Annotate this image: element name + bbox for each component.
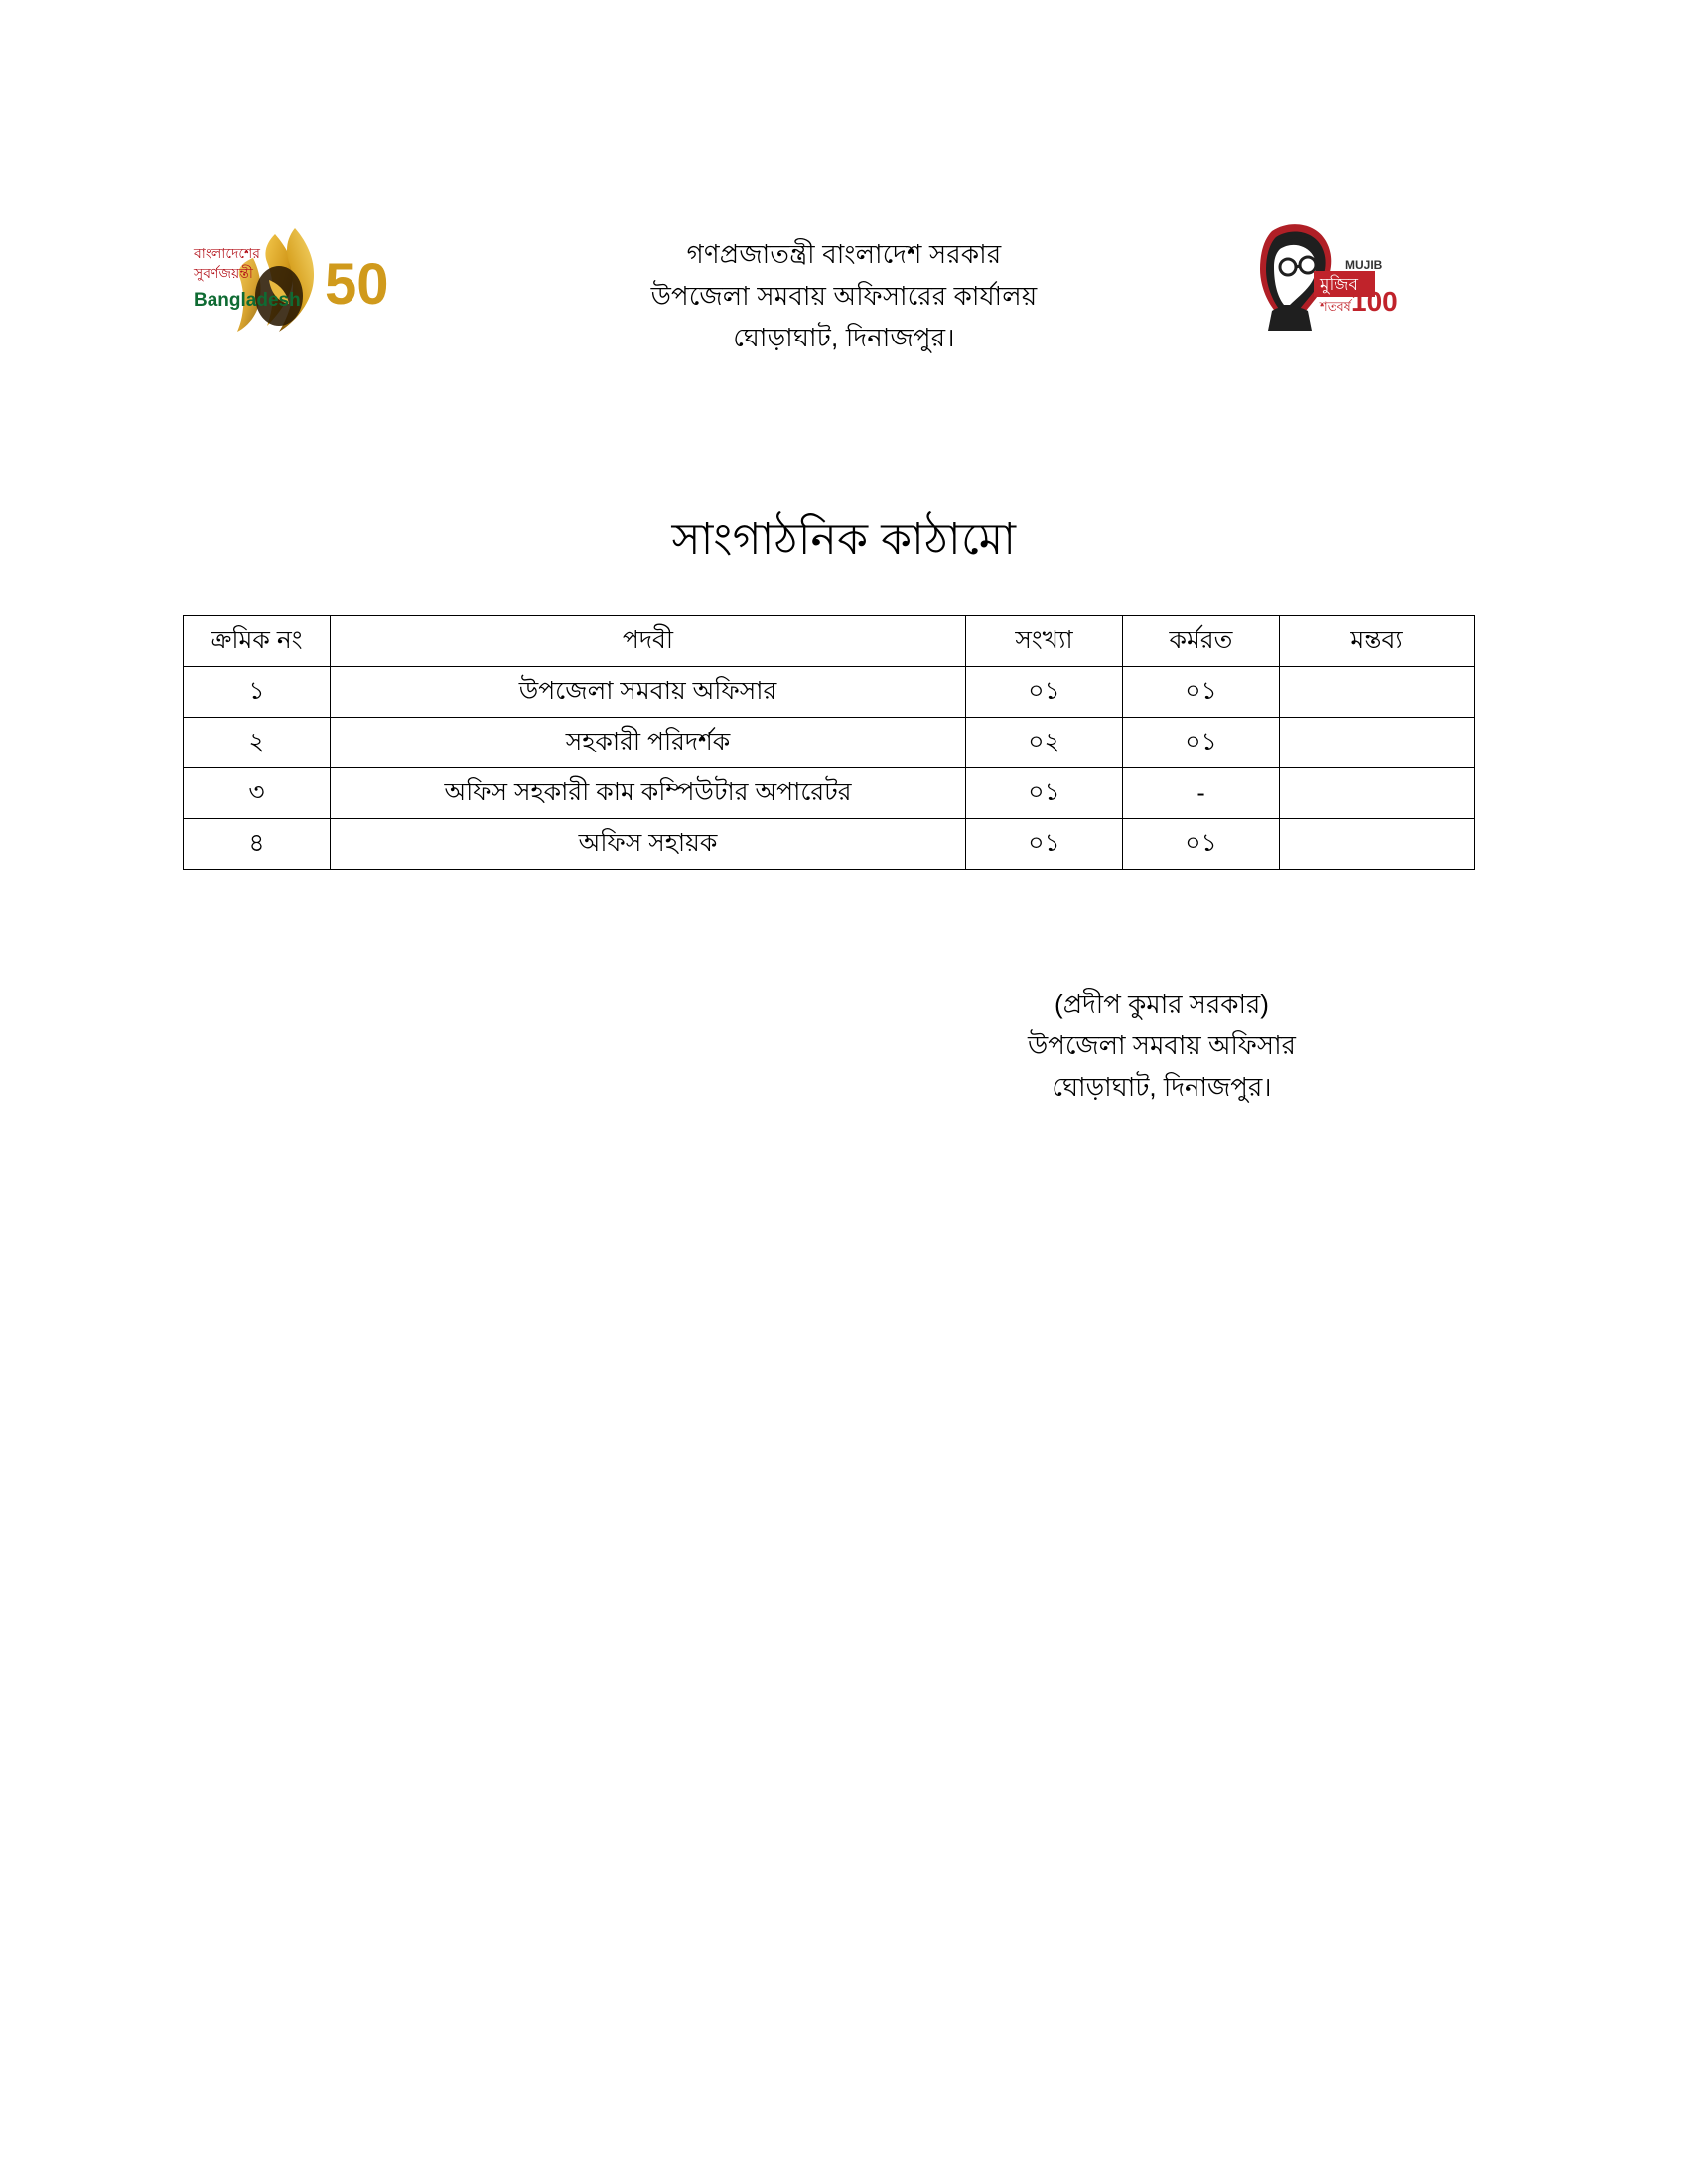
cell-post: সহকারী পরিদর্শক [331,718,966,768]
cell-serial: ৪ [184,819,331,870]
cell-serial: ৩ [184,768,331,819]
column-header-remarks: মন্তব্য [1280,616,1475,667]
cell-serial: ২ [184,718,331,768]
logo-text-shotoborsho: শতবর্ষ [1320,299,1351,314]
logo-text-hundred: 100 [1351,286,1398,317]
table-header-row [184,616,1475,667]
cell-count: ০১ [966,819,1123,870]
signatory-name: (প্রদীপ কুমার সরকার) [1055,989,1269,1019]
signatory-designation: উপজেলা সমবায় অফিসার [1028,1030,1296,1061]
page-title: সাংগাঠনিক কাঠামো [671,515,1017,564]
logo-text-mujib-english: MUJIB [1345,258,1383,272]
table-row [184,819,1475,870]
cell-remarks [1280,667,1475,718]
logo-text-bangla-mid: সুবর্ণজয়ন্তী [194,265,253,281]
org-structure-table [183,615,1475,870]
logo-text-mujib-bangla: মুজিব [1320,275,1358,294]
cell-post: অফিস সহায়ক [331,819,966,870]
table-row [184,667,1475,718]
org-structure-table-wrapper [183,615,1474,870]
cell-count: ০২ [966,718,1123,768]
signatory-office: ঘোড়াঘাট, দিনাজপুর। [1052,1072,1272,1103]
mujib-borsho-100-logo [1216,213,1405,362]
column-header-post: পদবী [331,616,966,667]
cell-serial: ১ [184,667,331,718]
column-header-working: কর্মরত [1123,616,1280,667]
cell-working: - [1123,768,1280,819]
cell-post: উপজেলা সমবায় অফিসার [331,667,966,718]
cell-working: ০১ [1123,718,1280,768]
cell-count: ০১ [966,768,1123,819]
header-office-block [516,233,1172,358]
column-header-serial: ক্রমিক নং [184,616,331,667]
signature-block [953,983,1370,1108]
table-row [184,718,1475,768]
cell-remarks [1280,718,1475,768]
document-header [0,213,1688,382]
header-line-government: গণপ্রজাতন্ত্রী বাংলাদেশ সরকার [686,239,1002,269]
cell-working: ০১ [1123,819,1280,870]
cell-remarks [1280,819,1475,870]
logo-text-english: Bangladesh [194,290,301,311]
cell-remarks [1280,768,1475,819]
svg-text:50: 50 [325,252,389,317]
cell-count: ০১ [966,667,1123,718]
header-line-location: ঘোড়াঘাট, দিনাজপুর। [733,323,955,353]
cell-post: অফিস সহকারী কাম কম্পিউটার অপারেটর [331,768,966,819]
table-row [184,768,1475,819]
bangladesh-golden-jubilee-logo [184,218,402,357]
column-header-count: সংখ্যা [966,616,1123,667]
header-line-office: উপজেলা সমবায় অফিসারের কার্যালয় [650,281,1038,312]
cell-working: ০১ [1123,667,1280,718]
logo-text-bangla-top: বাংলাদেশের [194,245,260,261]
